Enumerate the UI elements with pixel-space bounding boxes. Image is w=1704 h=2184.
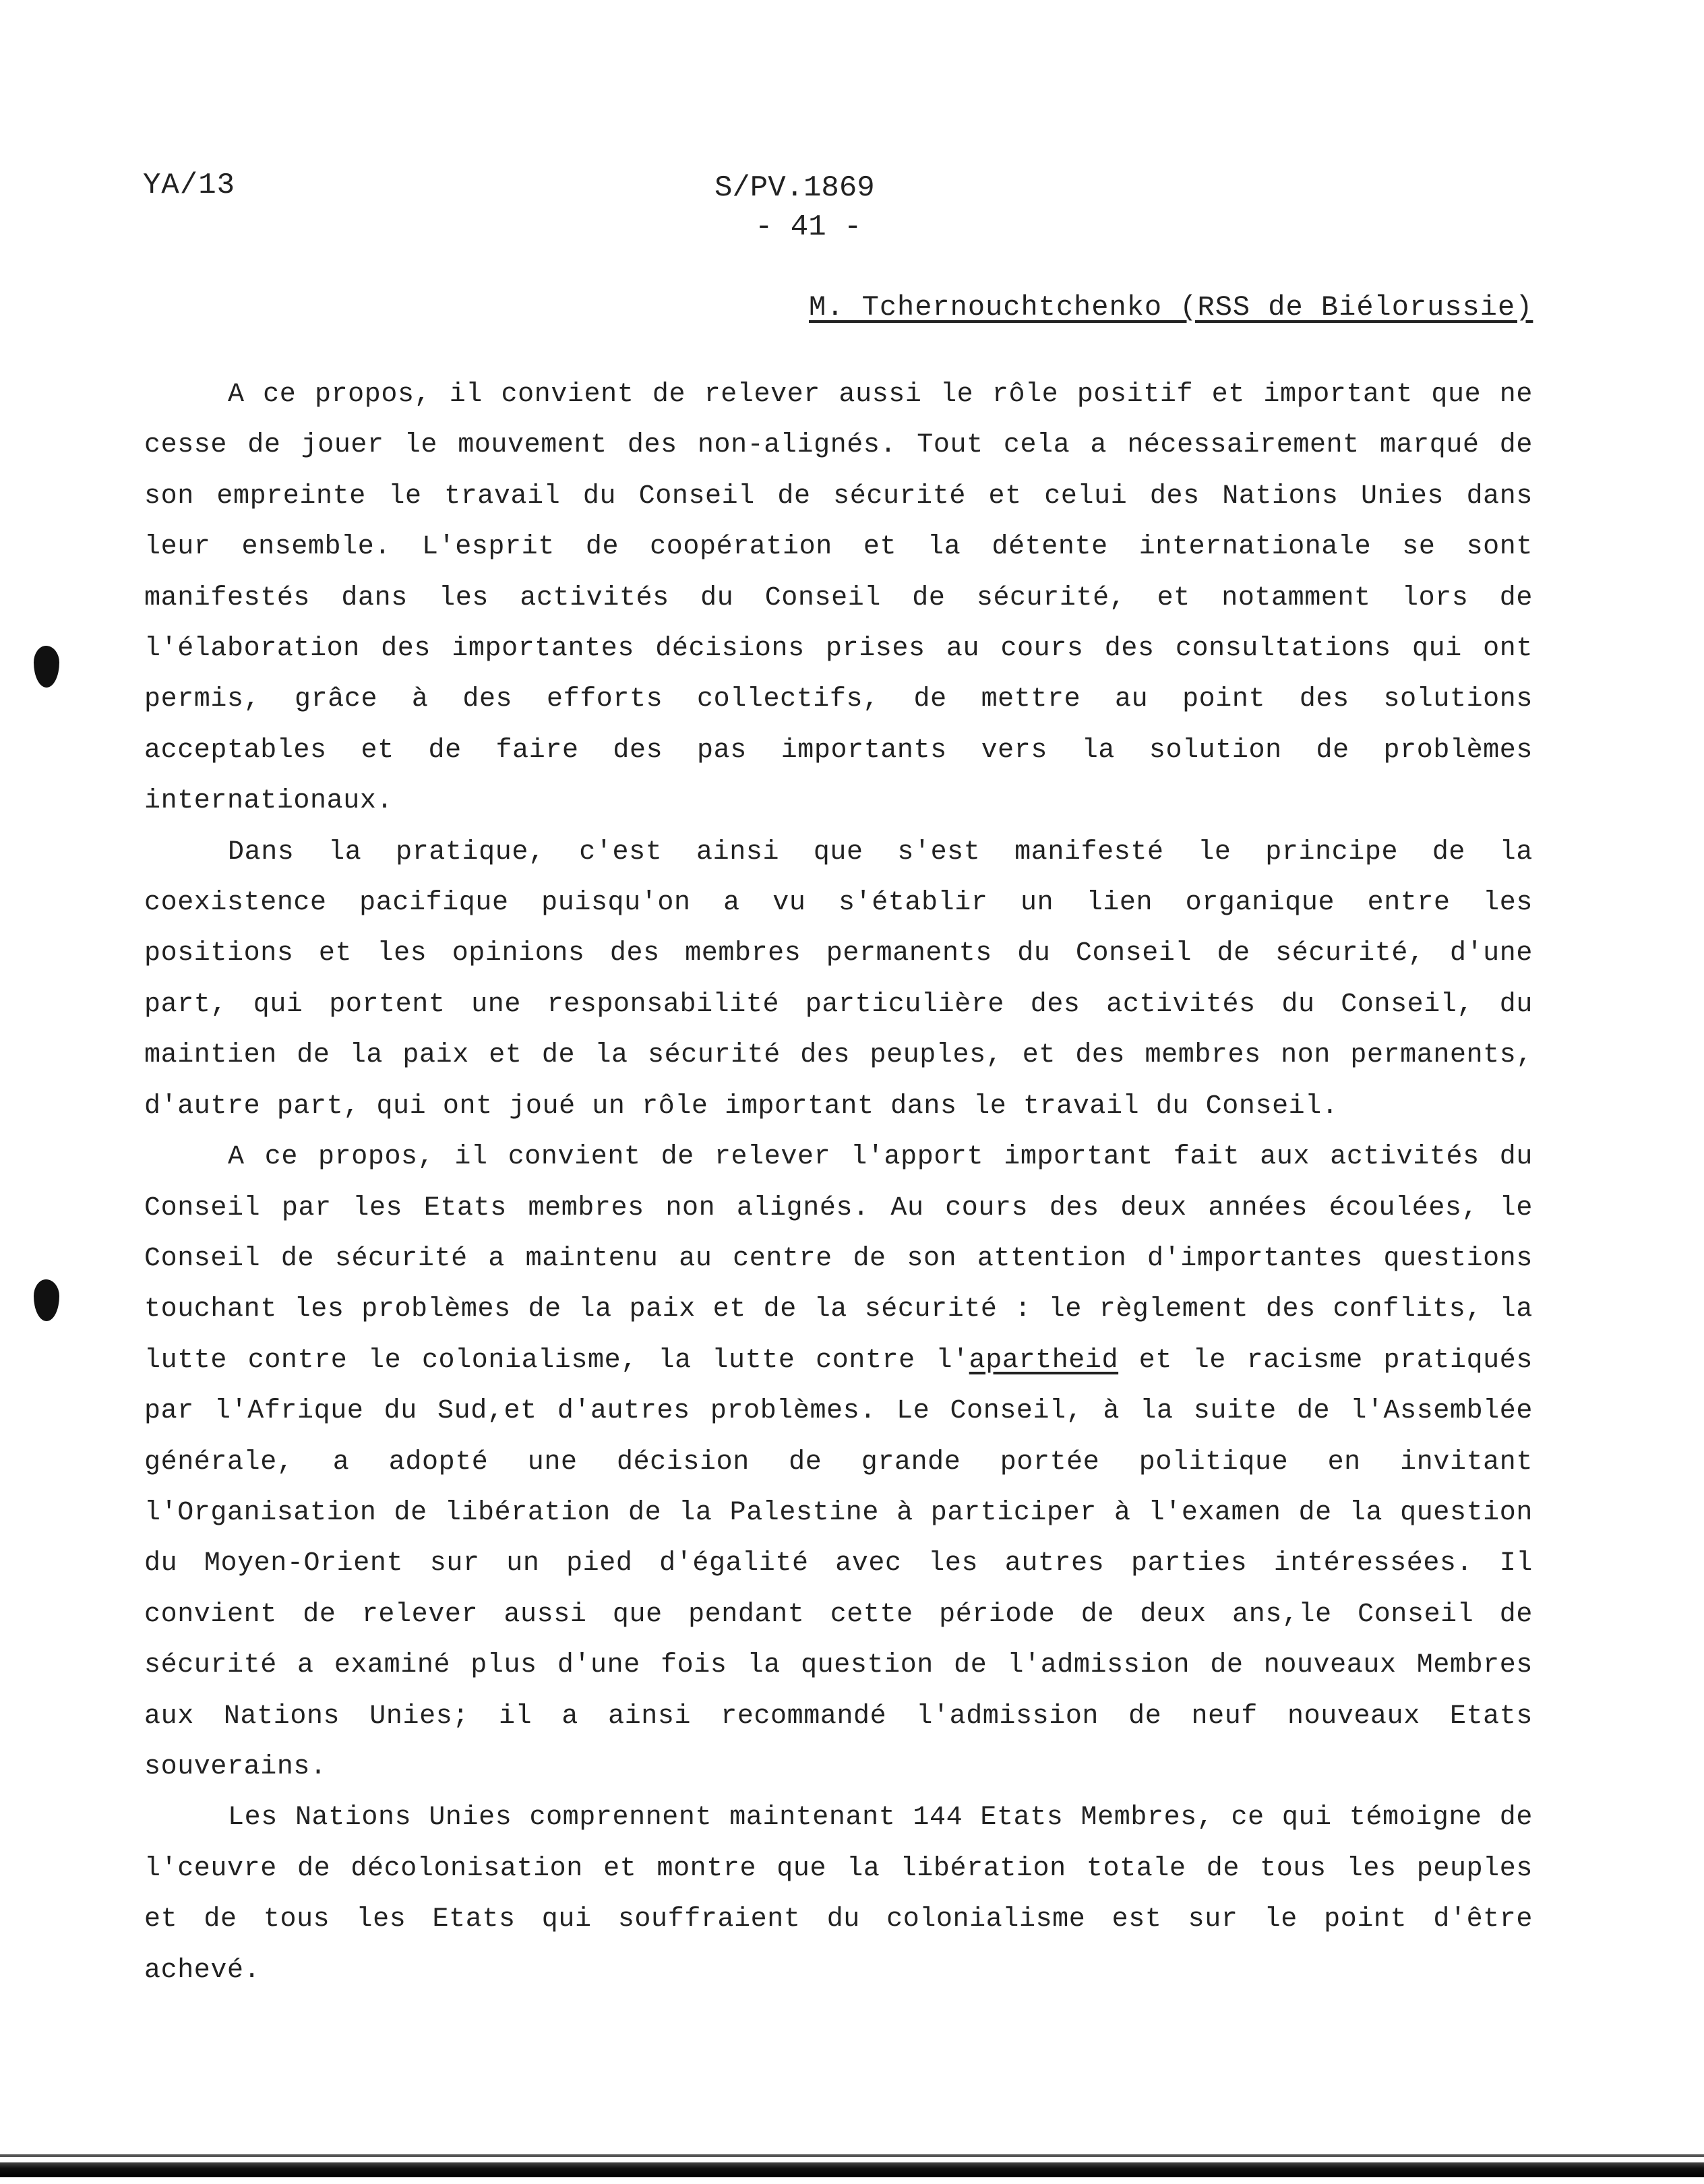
bottom-border-line (0, 2154, 1704, 2157)
bottom-border-bar (0, 2162, 1704, 2177)
underlined-term: apartheid (969, 1345, 1119, 1376)
speaker-heading: M. Tchernouchtchenko (RSS de Biélorussie) (809, 291, 1533, 324)
punch-hole-mark (34, 646, 59, 688)
paragraph-4: Les Nations Unies comprennent maintenant 144 Etats Membres, ce qui témoigne de l'ceuvre de décolonisation et montre que la libération totale de tous les peuples et de tous les Etats qui souffraient du colonialisme est sur le point d'être achevé. (144, 1802, 1533, 1986)
paragraph-3-part-2: et le racisme pratiqués par l'Afrique du Sud,et d'autres problèmes. Le Conseil, à la suite de l'Assemblée générale, a adopté une décision de grande portée politique en invitant l'Organisation de libération de la Palestine à participer à l'examen de la question du Moyen-Orient sur un pied d'égalité avec les autres parties intéressées. Il convient de relever aussi que pendant cette période de deux ans,le Conseil de sécurité a examiné plus d'une fois la question de l'admission de nouveaux Membres aux Nations Unies; il a ainsi recommandé l'admission de neuf nouveaux Etats souverains. (144, 1345, 1533, 1782)
paragraph-2: Dans la pratique, c'est ainsi que s'est manifesté le principe de la coexistence pacifique puisqu'on a vu s'établir un lien organique entre les positions et les opinions des membres permanents du Conseil de sécurité, d'une part, qui portent une responsabilité particulière des activités du Conseil, du maintien de la paix et de la sécurité des peuples, et des membres non permanents, d'autre part, qui ont joué un rôle important dans le travail du Conseil. (144, 837, 1533, 1122)
reference-code: YA/13 (143, 169, 236, 202)
paragraph-3 (144, 1132, 1533, 1792)
document-symbol-block (714, 169, 984, 247)
paragraph-1: A ce propos, il convient de relever aussi le rôle positif et important que ne cesse de jouer le mouvement des non-alignés. Tout cela a nécessairement marqué de son empreinte le travail du Conseil de sécurité et celui des Nations Unies dans leur ensemble. L'esprit de coopération et la détente internationale se sont manifestés dans les activités du Conseil de sécurité, et notamment lors de l'élaboration des importantes décisions prises au cours des consultations qui ont permis, grâce à des efforts collectifs, de mettre au point des solutions acceptables et de faire des pas importants vers la solution de problèmes internationaux. (144, 380, 1533, 817)
punch-hole-mark (34, 1279, 59, 1321)
paragraph-3-part-1: A ce propos, il convient de relever l'apport important fait aux activités du Conseil par les Etats membres non alignés. Au cours des deux années écoulées, le Conseil de sécurité a maintenu au centre de son attention d'importantes questions touchant les problèmes de la paix et de la sécurité : le règlement des conflits, la lutte contre le colonialisme, la lutte contre l' (144, 1142, 1533, 1376)
body-text (144, 369, 1533, 1996)
document-symbol: S/PV.1869 (714, 171, 875, 205)
page-number: - 41 - (755, 210, 862, 244)
